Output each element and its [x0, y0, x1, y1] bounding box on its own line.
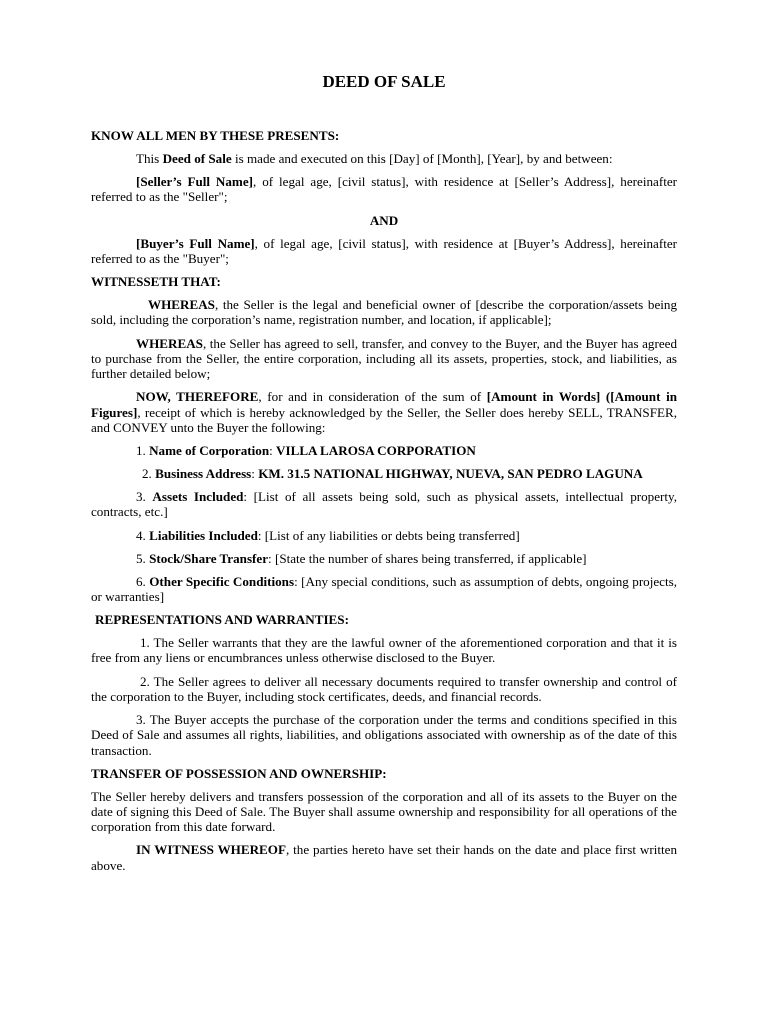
intro-paragraph — [91, 151, 677, 166]
item-4 — [91, 528, 677, 543]
item-2-value: KM. 31.5 NATIONAL HIGHWAY, NUEVA, SAN PEDRO LAGUNA — [258, 466, 643, 482]
now-therefore-paragraph — [91, 389, 677, 435]
item-2-number: 2. — [142, 466, 156, 482]
buyer-details: , of legal age, [civil status], with residence at [Buyer’s Address], hereinafter referred to as the "Buyer"; — [91, 235, 678, 266]
item-3-label: Assets Included — [152, 489, 244, 505]
item-3-number: 3. — [136, 489, 153, 505]
item-4-number: 4. — [136, 527, 150, 543]
seller-paragraph — [91, 174, 677, 205]
intro-bold: Deed of Sale — [162, 151, 232, 167]
item-1-number: 1. — [136, 442, 150, 458]
item-1 — [91, 443, 677, 458]
item-5-label: Stock/Share Transfer — [149, 550, 269, 566]
now-therefore-mid: , for and in consideration of the sum of — [258, 389, 487, 405]
item-5-number: 5. — [136, 550, 150, 566]
item-3-value: [List of all assets being sold, such as physical assets, intellectual property, contracts, etc.] — [91, 489, 677, 520]
representations-heading-text: REPRESENTATIONS AND WARRANTIES: — [95, 612, 349, 628]
document-body — [91, 128, 677, 881]
item-5 — [91, 551, 677, 566]
whereas-2-bold: WHEREAS — [136, 335, 203, 351]
transfer-paragraph: The Seller hereby delivers and transfers possession of the corporation and all of its assets to the Buyer on the date of signing this Deed of Sale. The Buyer shall assume ownership and responsibility for all operations of the corporation from this date forward. — [91, 788, 677, 835]
seller-name: [Seller’s Full Name] — [136, 174, 254, 190]
item-4-sep: : — [257, 527, 265, 543]
now-therefore-text: , receipt of which is hereby acknowledged by the Seller, the Seller does hereby SELL, TRANSFER, and CONVEY unto the Buyer the following: — [91, 404, 677, 435]
whereas-2-text: , the Seller has agreed to sell, transfer, and convey to the Buyer, and the Buyer has agreed to purchase from the Seller, the entire corporation, including all its assets, properties, stock, and liabilities, as further detailed below; — [91, 335, 677, 382]
document-title: DEED OF SALE — [322, 72, 446, 91]
item-6 — [91, 574, 677, 605]
item-2-label: Business Address — [155, 466, 252, 482]
item-3 — [91, 489, 677, 520]
item-1-value: VILLA LAROSA CORPORATION — [276, 442, 476, 458]
item-1-sep: : — [269, 442, 277, 458]
transfer-heading-colon: : — [382, 765, 387, 781]
buyer-paragraph — [91, 236, 677, 267]
transfer-heading-text: TRANSFER OF POSSESSION AND OWNERSHIP — [91, 765, 383, 781]
item-2-sep: : — [251, 466, 259, 482]
witness-bold: IN WITNESS WHEREOF — [136, 842, 286, 858]
amount-bold: [Amount in Words] ([Amount in Figures] — [91, 389, 677, 420]
item-2 — [91, 466, 677, 481]
item-6-value: [Any special conditions, such as assumption of debts, ongoing projects, or warranties] — [91, 573, 677, 604]
item-6-label: Other Specific Conditions — [149, 573, 295, 589]
item-6-sep: : — [294, 573, 302, 589]
witness-text: , the parties hereto have set their hands on the date and place first written above. — [91, 842, 678, 873]
representation-3: 3. The Buyer accepts the purchase of the corporation under the terms and conditions specified in this Deed of Sale and assumes all rights, liabilities, and obligations associated with ownership as of the date of this transaction. — [91, 711, 677, 758]
and-label: AND — [369, 212, 399, 228]
item-5-sep: : — [268, 550, 275, 566]
intro-pre: This — [136, 151, 163, 167]
item-3-sep: : — [243, 489, 254, 505]
item-4-label: Liabilities Included — [149, 527, 258, 543]
whereas-1-text: , the Seller is the legal and beneficial owner of [describe the corporation/assets being sold, including the corporation’s name, registration number, and location, if applicable]; — [91, 297, 677, 328]
witnesseth-heading: WITNESSETH THAT: — [91, 274, 221, 290]
witness-paragraph — [91, 842, 677, 873]
representation-2: 2. The Seller agrees to deliver all necessary documents required to transfer ownership and control of the corporation to the Buyer, including stock certificates, deeds, and financial records. — [91, 673, 677, 704]
whereas-paragraph-1 — [91, 297, 677, 328]
now-therefore-bold: NOW, THEREFORE — [136, 389, 259, 405]
intro-post: is made and executed on this [Day] of [Month], [Year], by and between: — [231, 151, 613, 167]
representations-heading — [91, 612, 677, 627]
know-all-heading: KNOW ALL MEN BY THESE PRESENTS: — [91, 128, 340, 143]
seller-details: , of legal age, [civil status], with residence at [Seller’s Address], hereinafter referred to as the "Seller"; — [91, 174, 677, 205]
representation-1: 1. The Seller warrants that they are the lawful owner of the aforementioned corporation and that it is free from any liens or encumbrances unless otherwise disclosed to the Buyer. — [91, 635, 677, 666]
whereas-1-bold: WHEREAS — [148, 297, 215, 313]
item-5-value: [State the number of shares being transferred, if applicable] — [274, 550, 587, 566]
item-6-number: 6. — [136, 573, 150, 589]
item-4-value: [List of any liabilities or debts being transferred] — [264, 527, 520, 543]
whereas-paragraph-2 — [91, 336, 677, 382]
transfer-heading — [91, 766, 677, 781]
buyer-name: [Buyer’s Full Name] — [136, 235, 255, 251]
item-1-label: Name of Corporation — [149, 442, 270, 458]
